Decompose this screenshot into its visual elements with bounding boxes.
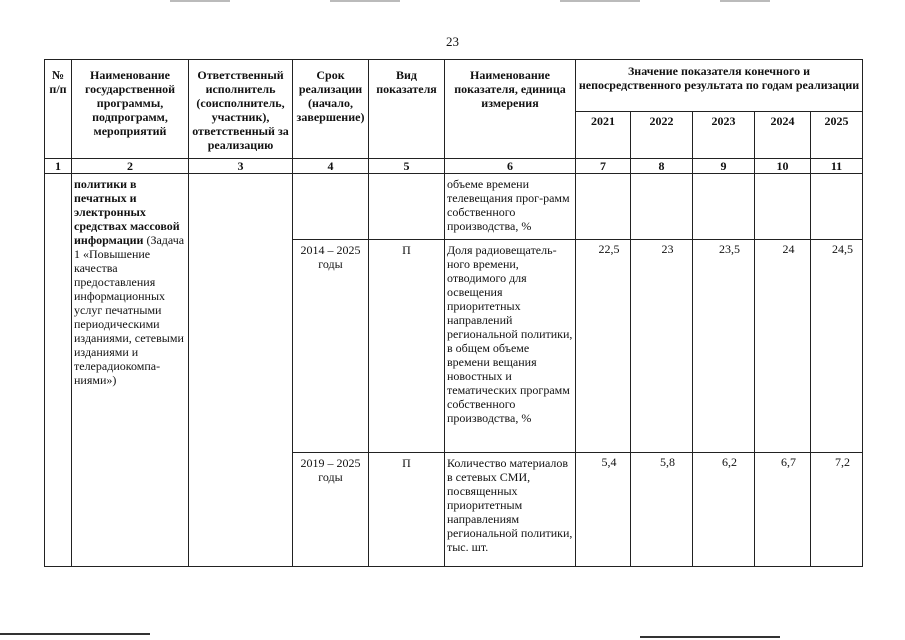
header-year: 2021 [576,112,631,159]
responsible-cell [189,174,293,567]
header-program-name: Наименование государственной программы, подпрограмм, мероприятий [72,60,189,159]
header-indicator-type: Вид показателя [369,60,445,159]
column-number: 4 [293,159,369,174]
column-number: 2 [72,159,189,174]
scan-bottom-edge-mark [0,633,150,635]
indicator-name-cell: Количество материалов в сетевых СМИ, посвященных приоритетным направлениям региональной политики, тыс. шт. [445,453,576,567]
column-number: 8 [631,159,693,174]
value-cell: 6,7 [755,453,811,567]
indicator-name-cell: объеме времени телевещания прог-рамм собственного производства, % [445,174,576,240]
column-number: 9 [693,159,755,174]
period-cell [293,174,369,240]
period-cell: 2019 – 2025 годы [293,453,369,567]
page-number: 23 [446,34,459,49]
column-number: 10 [755,159,811,174]
period-cell: 2014 – 2025 годы [293,240,369,453]
scan-top-edge-mark [720,0,770,2]
value-cell: 24 [755,240,811,453]
column-number: 6 [445,159,576,174]
column-number: 11 [811,159,863,174]
header-year: 2025 [811,112,863,159]
header-period: Срок реализации (начало, завершение) [293,60,369,159]
value-cell: 22,5 [576,240,631,453]
value-cell [576,174,631,240]
column-number: 3 [189,159,293,174]
row-number-cell [45,174,72,567]
indicator-type-cell: П [369,453,445,567]
scan-top-edge-mark [330,0,400,2]
header-values-by-year: Значение показателя конечного и непосредственного результата по годам реализации [576,60,863,112]
indicator-type-cell: П [369,240,445,453]
column-number: 5 [369,159,445,174]
value-cell [811,174,863,240]
program-name-cell [72,174,189,567]
value-cell: 5,4 [576,453,631,567]
program-task: (Задача 1 «Повышение качества предоставления информационных услуг печатными периодическими изданиями, сетевыми изданиями и телерадиокомпа-ниями») [74,233,185,387]
scan-top-edge-mark [170,0,230,2]
column-number: 7 [576,159,631,174]
indicator-name-cell: Доля радиовещатель-ного времени, отводимого для освещения приоритетных направлений региональной политики, в общем объеме времени вещания новостных и тематических программ собственного производства, % [445,240,576,453]
header-year: 2023 [693,112,755,159]
program-name: политики в печатных и электронных средствах массовой информации [74,177,180,247]
value-cell [631,174,693,240]
column-number: 1 [45,159,72,174]
header-indicator-name: Наименование показателя, единица измерения [445,60,576,159]
value-cell: 7,2 [811,453,863,567]
header-year: 2022 [631,112,693,159]
value-cell: 5,8 [631,453,693,567]
scan-top-edge-mark [560,0,640,2]
value-cell [755,174,811,240]
indicator-type-cell [369,174,445,240]
indicators-table [44,59,863,567]
value-cell: 23 [631,240,693,453]
value-cell: 6,2 [693,453,755,567]
header-number: № п/п [45,60,72,159]
value-cell: 23,5 [693,240,755,453]
header-year: 2024 [755,112,811,159]
value-cell: 24,5 [811,240,863,453]
header-responsible: Ответственный исполнитель (соисполнитель, участник), ответственный за реализацию [189,60,293,159]
value-cell [693,174,755,240]
scan-bottom-edge-mark [640,636,780,638]
